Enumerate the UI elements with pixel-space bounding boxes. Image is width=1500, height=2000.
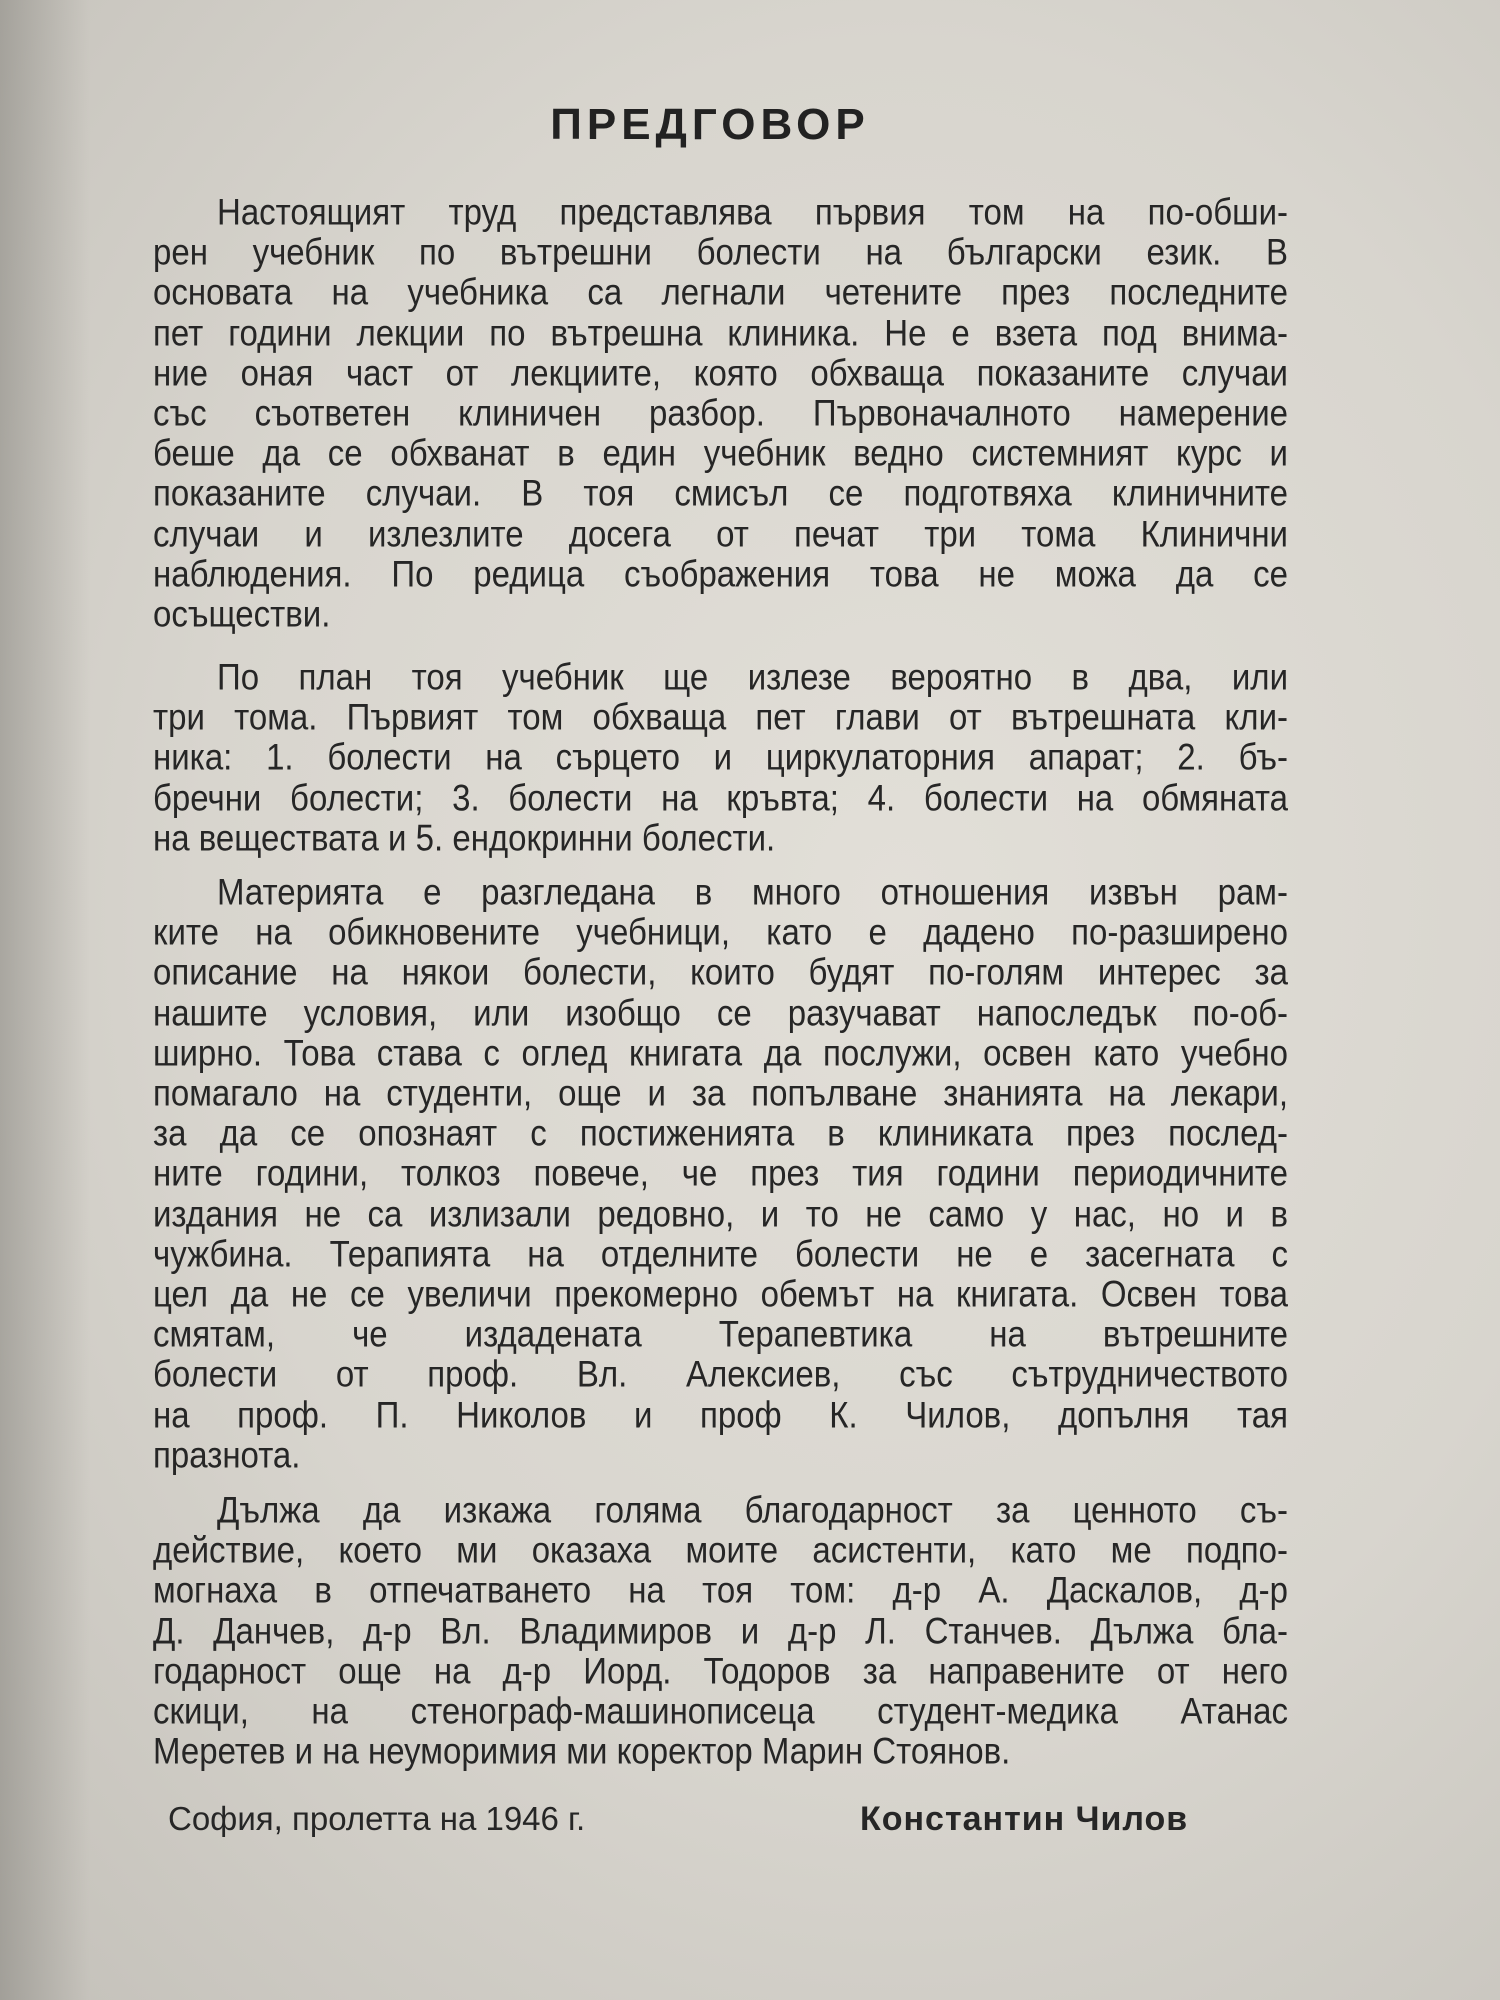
paragraph-4-line: скици, на стенограф-машинописеца студент-медика Атанас: [153, 1690, 1288, 1732]
paragraph-1-line: показаните случаи. В тоя смисъл се подготвяха клиничните: [153, 472, 1288, 514]
paragraph-1-line: беше да се обхванат в един учебник ведно системният курс и: [153, 432, 1288, 474]
paragraph-4-line: действие, което ми оказаха моите асистенти, като ме подпо-: [153, 1529, 1288, 1571]
paragraph-1-line: основата на учебника са легнали четените през последните: [153, 271, 1288, 313]
paragraph-1-line: пет години лекции по вътрешна клиника. Не е взета под внима-: [153, 311, 1288, 354]
paragraph-3-line: издания не са излизали редовно, и то не само у нас, но и в: [153, 1192, 1288, 1235]
paragraph-3-line: ките на обикновените учебници, като е дадено по-разширено: [153, 911, 1288, 953]
paragraph-3-line: ширно. Това става с оглед книгата да послужи, освен като учебно: [153, 1031, 1288, 1074]
paragraph-2-line: бречни болести; 3. болести на кръвта; 4. болести на обмяната: [153, 776, 1288, 819]
paragraph-1-line: Настоящият труд представлява първия том на по-обши-: [217, 191, 1288, 233]
paragraph-4-line: Дължа да изкажа голяма благодарност за ценното съ-: [217, 1489, 1288, 1531]
paragraph-3-line: за да се опознаят с постиженията в клиниката през послед-: [153, 1112, 1288, 1154]
paragraph-4-line: Д. Данчев, д-р Вл. Владимиров и д-р Л. Станчев. Дължа бла-: [153, 1609, 1288, 1652]
place-and-date: София, пролетта на 1946 г.: [168, 1800, 586, 1837]
paragraph-3-line: Материята е разгледана в много отношения извън рам-: [217, 871, 1288, 913]
paragraph-3-line: смятам, че издадената Терапевтика на вътрешните: [153, 1313, 1288, 1355]
paragraph-3-line: описание на някои болести, които будят по-голям интерес за: [153, 951, 1288, 993]
paragraph-3-line: болести от проф. Вл. Алексиев, със сътрудничеството: [153, 1353, 1288, 1395]
paragraph-4-line: годарност още на д-р Иорд. Тодоров за направените от него: [153, 1649, 1288, 1692]
paragraph-1-line: случаи и излезлите досега от печат три тома Клинични: [153, 512, 1288, 555]
paragraph-2-line: ника: 1. болести на сърцето и циркулаторния апарат; 2. бъ-: [153, 736, 1288, 778]
paragraph-2-line: на веществата и 5. ендокринни болести.: [153, 816, 776, 859]
paragraph-1-line: рен учебник по вътрешни болести на български език. В: [153, 231, 1288, 273]
paragraph-2-line: три тома. Първият том обхваща пет глави от вътрешната кли-: [153, 696, 1288, 738]
paragraph-1-line: ние оная част от лекциите, която обхваща показаните случаи: [153, 351, 1288, 394]
paragraph-2-line: По план тоя учебник ще излезе вероятно в два, или: [217, 656, 1288, 698]
author-signature: Константин Чилов: [860, 1800, 1189, 1838]
paragraph-3-line: чужбина. Терапията на отделните болести не е засегната с: [153, 1232, 1288, 1275]
paragraph-1-line: осъществи.: [153, 593, 331, 635]
paragraph-3-line: на проф. П. Николов и проф К. Чилов, допълня тая: [153, 1393, 1288, 1436]
paragraph-4-line: могнаха в отпечатването на тоя том: д-р А. Даскалов, д-р: [153, 1569, 1288, 1611]
paragraph-3-line: празнота.: [153, 1433, 301, 1476]
page-title: ПРЕДГОВОР: [550, 100, 870, 149]
paragraph-3-line: ните години, толкоз повече, че през тия години периодичните: [153, 1152, 1288, 1194]
paragraph-3-line: цел да не се увеличи прекомерно обемът на книгата. Освен това: [153, 1273, 1288, 1315]
paragraph-4-line: Меретев и на неуморимия ми коректор Марин Стоянов.: [153, 1730, 1011, 1772]
page-edge-shadow: [0, 0, 90, 2000]
paragraph-3-line: помагало на студенти, още и за попълване знанията на лекари,: [153, 1072, 1288, 1114]
paragraph-3-line: нашите условия, или изобщо се разучават напоследък по-об-: [153, 991, 1288, 1034]
paragraph-1-line: наблюдения. По редица съображения това не можа да се: [153, 552, 1288, 595]
paragraph-1-line: със съответен клиничен разбор. Първоначалното намерение: [153, 392, 1288, 434]
